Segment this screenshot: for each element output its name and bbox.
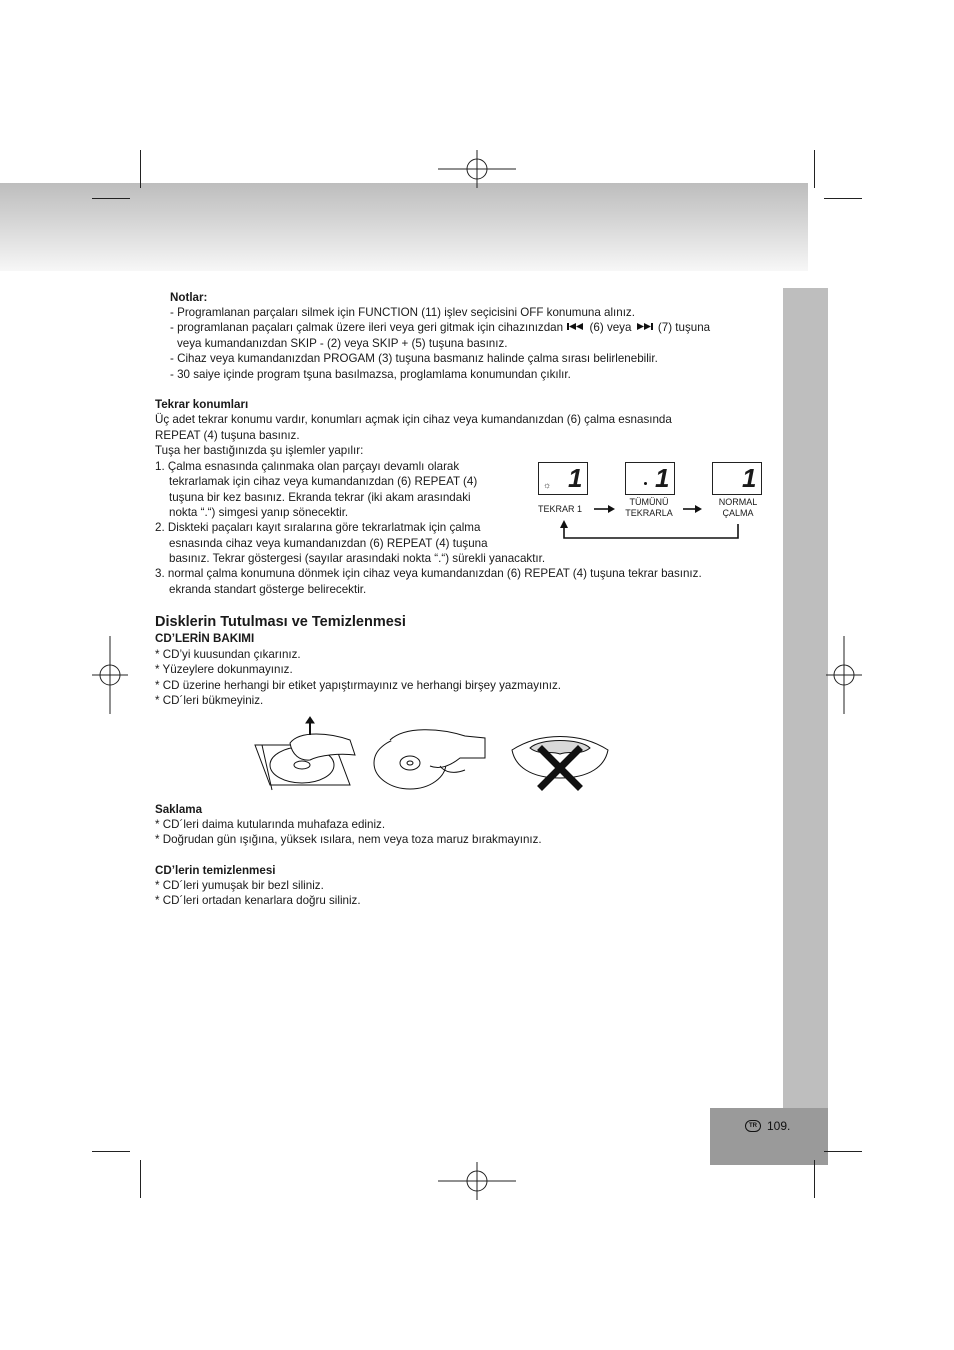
repeat-blink-icon: ☼	[543, 480, 552, 490]
repeat-item-1-line-4: nokta “.“) simgesi yanıp sönecektir.	[169, 506, 349, 519]
repeat-title: Tekrar konumları	[155, 398, 249, 411]
cd-removal-illustration	[250, 715, 360, 793]
notes-line-2b: (6) veya	[589, 321, 632, 334]
skip-back-icon	[566, 320, 586, 335]
storage-line-1: * CD´leri daima kutularında muhafaza ediniz.	[155, 818, 386, 831]
care-heading: Disklerin Tutulması ve Temizlenmesi	[155, 614, 406, 630]
notes-line-2a: - programlanan paçaları çalmak üzere ileri veya geri gitmak için cihazınızdan	[170, 321, 564, 334]
label-repeat-all-line-2: TEKRARLA	[625, 508, 673, 518]
skip-forward-icon	[635, 320, 655, 335]
label-normal-play-line-1: NORMAL	[718, 497, 758, 507]
page-number: 109.	[767, 1119, 791, 1133]
lcd-repeat-all	[625, 462, 675, 495]
notes-line-3: veya kumandanızdan SKIP - (2) veya SKIP + (5) tuşuna basınız.	[177, 337, 508, 350]
bent-cd-x-illustration	[510, 728, 610, 792]
label-repeat-all-line-1: TÜMÜNÜ	[629, 497, 669, 507]
notes-line-2c: (7) tuşuna	[657, 321, 711, 334]
notes-line-2	[170, 320, 710, 336]
cleaning-line-1: * CD´leri yumuşak bir bezl siliniz.	[155, 879, 324, 892]
repeat-intro-2: REPEAT (4) tuşuna basınız.	[155, 429, 300, 442]
care-line-4: * CD´leri bükmeyiniz.	[155, 694, 264, 707]
label-normal-play-line-2: ÇALMA	[722, 508, 754, 518]
repeat-item-1-line-1: 1. Çalma esnasında çalınmaka olan parçayı devamlı olarak	[155, 460, 460, 473]
repeat-intro-3: Tuşa her bastığınızda şu işlemler yapılır:	[155, 444, 364, 457]
diagram-arrows	[530, 500, 750, 545]
page-footer	[745, 1119, 790, 1133]
notes-title: Notlar:	[170, 291, 208, 304]
repeat-item-3-line-2: ekranda standart gösterge belirecektir.	[169, 583, 367, 596]
lcd-digit: 1	[655, 463, 670, 493]
cleaning-line-2: * CD´leri ortadan kenarlara doğru siliniz.	[155, 894, 361, 907]
care-line-3: * CD üzerine herhangi bir etiket yapıştırmayınız ve herhangi birşey yazmayınız.	[155, 679, 561, 692]
repeat-item-2-line-1: 2. Diskteki paçaları kayıt sıralarına göre tekrarlatmak için çalma	[155, 521, 481, 534]
cleaning-title: CD’lerin temizlenmesi	[155, 864, 276, 877]
notes-line-1: - Programlanan parçaları silmek için FUNCTION (11) işlev seçicisini OFF konumuna alınız.	[170, 306, 635, 319]
label-repeat-one: TEKRAR 1	[538, 504, 583, 514]
care-line-2: * Yüzeylere dokunmayınız.	[155, 663, 293, 676]
lcd-digit: 1	[568, 463, 583, 493]
language-badge: TR	[745, 1120, 761, 1132]
repeat-item-3-line-1: 3. normal çalma konumuna dönmek için cihaz veya kumandanızdan (6) REPEAT (4) tuşuna tekrar basınız.	[155, 567, 702, 580]
repeat-dot-icon	[644, 482, 647, 485]
repeat-item-2-line-2: esnasında cihaz veya kumandanızdan (6) REPEAT (4) tuşuna	[169, 537, 488, 550]
care-subtitle: CD’LERİN BAKIMI	[155, 632, 255, 645]
repeat-item-1-line-2: tekrarlamak için cihaz veya kumandanızdan (6) REPEAT (4)	[169, 475, 478, 488]
repeat-intro-1: Üç adet tekrar konumu vardır, konumları açmak için cihaz veya kumandanızdan (6) çalma esnasında	[155, 413, 672, 426]
cd-holding-illustration	[370, 718, 490, 790]
repeat-item-1-line-3: tuşuna bir kez basınız. Ekranda tekrar (iki akam arasındaki	[169, 491, 471, 504]
lcd-normal-play	[712, 462, 762, 495]
care-line-1: * CD’yi kuusundan çıkarınız.	[155, 648, 301, 661]
notes-line-5: - 30 saiye içinde program tşuna basılmazsa, proglamlama konumundan çıkılır.	[170, 368, 571, 381]
storage-title: Saklama	[155, 803, 203, 816]
storage-line-2: * Doğrudan gün ışığına, yüksek ısılara, nem veya toza maruz bırakmayınız.	[155, 833, 542, 846]
repeat-item-2-line-3: basınız. Tekrar göstergesi (sayılar arasındaki nokta “.“) sürekli yanacaktır.	[169, 552, 546, 565]
notes-line-4: - Cihaz veya kumandanızdan PROGAM (3) tuşuna basmanız halinde çalma sırası belirlenebilir.	[170, 352, 658, 365]
lcd-digit: 1	[742, 463, 757, 493]
lcd-repeat-one	[538, 462, 588, 495]
